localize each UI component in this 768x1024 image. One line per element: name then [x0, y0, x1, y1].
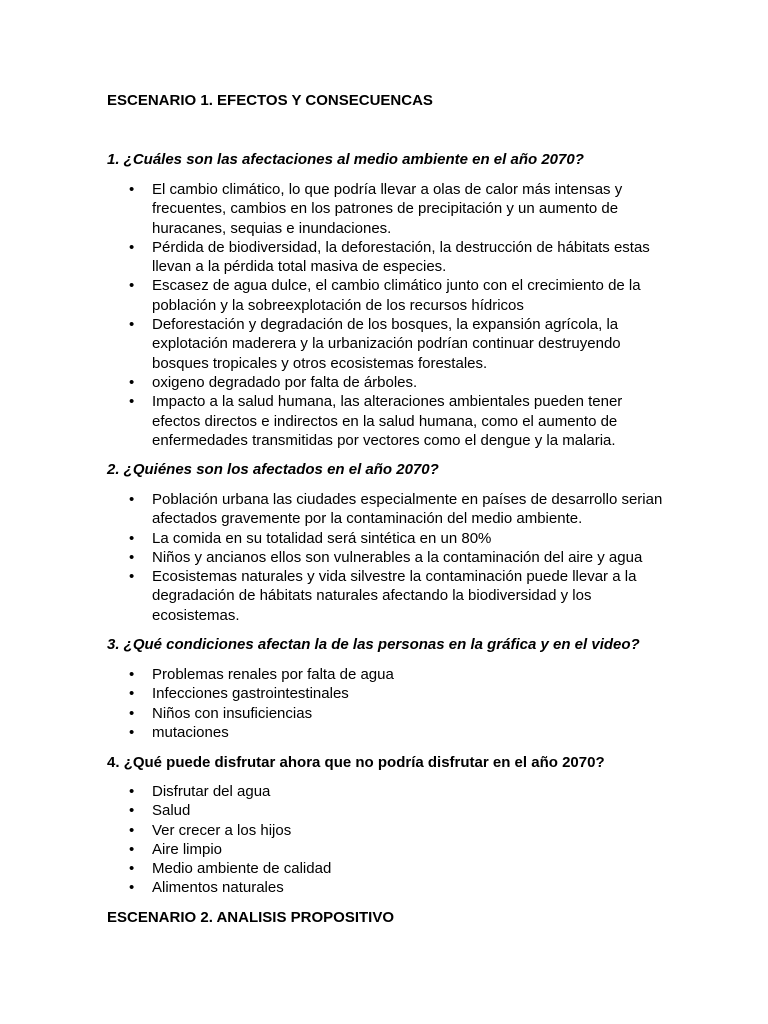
question-4-list — [107, 782, 667, 898]
bullet-icon: • — [129, 783, 135, 800]
bullet-icon: • — [129, 666, 135, 683]
bullet-icon: • — [129, 840, 135, 858]
bullet-icon: • — [129, 860, 135, 878]
question-2-list — [107, 490, 667, 625]
bullet-icon: • — [129, 277, 135, 295]
bullet-icon: • — [129, 723, 135, 741]
list-item: • Ecosistemas naturales y vida silvestre la contaminación puede llevar a la degradación de hábitats naturales afectando la biodiversidad y los ecosistemas. — [129, 568, 637, 624]
question-2-title: 2. ¿Quiénes son los afectados en el año 2070? — [107, 461, 439, 478]
bullet-icon: • — [129, 373, 135, 391]
list-item: • Niños y ancianos ellos son vulnerables a la contaminación del aire y agua — [129, 548, 643, 566]
bullet-icon: • — [129, 548, 135, 566]
list-item: • Impacto a la salud humana, las alteraciones ambientales pueden tener efectos directos e indirectos en la salud humana, como el aumento de enfermedades transmitidas por vectores como el dengue y la malaria. — [129, 393, 623, 449]
question-1-list — [107, 180, 667, 450]
question-4-title: 4. ¿Qué puede disfrutar ahora que no podría disfrutar en el año 2070? — [107, 754, 605, 771]
list-item: • Disfrutar del agua — [129, 783, 271, 800]
bullet-icon: • — [129, 802, 135, 820]
bullet-icon: • — [129, 491, 135, 508]
list-item: • Ver crecer a los hijos — [129, 821, 292, 839]
bullet-icon: • — [129, 393, 135, 411]
list-item: • La comida en su totalidad será sintética en un 80% — [129, 529, 492, 547]
list-item: • Deforestación y degradación de los bosques, la expansión agrícola, la explotación maderera y la urbanización podrían continuar destruyendo bosques tropicales y otros ecosistemas forestales. — [129, 316, 621, 372]
bullet-icon: • — [129, 685, 135, 703]
list-item: • oxigeno degradado por falta de árboles. — [129, 373, 418, 391]
scenario-2-heading: ESCENARIO 2. ANALISIS PROPOSITIVO — [107, 909, 394, 926]
list-item: • Escasez de agua dulce, el cambio climático junto con el crecimiento de la población y la sobreexplotación de los recursos hídricos — [129, 277, 641, 314]
list-item: • Pérdida de biodiversidad, la deforestación, la destrucción de hábitats estas llevan a la pérdida total masiva de especies. — [129, 238, 650, 276]
bullet-icon: • — [129, 879, 135, 897]
list-item: • Medio ambiente de calidad — [129, 860, 332, 878]
list-item: • El cambio climático, lo que podría llevar a olas de calor más intensas y frecuentes, cambios en los patrones de precipitación y un aumento de huracanes, sequias e inundaciones. — [129, 181, 623, 237]
list-item: • mutaciones — [129, 723, 229, 741]
bullet-icon: • — [129, 238, 135, 256]
list-item: • Niños con insuficiencias — [129, 704, 313, 722]
bullet-icon: • — [129, 316, 135, 334]
list-item: • Aire limpio — [129, 840, 223, 858]
question-3-title: 3. ¿Qué condiciones afectan la de las personas en la gráfica y en el video? — [107, 636, 640, 653]
bullet-icon: • — [129, 529, 135, 547]
question-3-list — [107, 665, 667, 742]
bullet-icon: • — [129, 568, 135, 586]
list-item: • Infecciones gastrointestinales — [129, 685, 349, 703]
bullet-icon: • — [129, 821, 135, 839]
scenario-1-heading: ESCENARIO 1. EFECTOS Y CONSECUENCAS — [107, 92, 433, 109]
bullet-icon: • — [129, 181, 135, 198]
list-item: • Problemas renales por falta de agua — [129, 666, 394, 683]
list-item: • Población urbana las ciudades especialmente en países de desarrollo serian afectados gravemente por la contaminación del medio ambiente. — [129, 491, 663, 528]
list-item: • Salud — [129, 802, 191, 820]
bullet-icon: • — [129, 704, 135, 722]
list-item: • Alimentos naturales — [129, 879, 284, 897]
question-1-title: 1. ¿Cuáles son las afectaciones al medio ambiente en el año 2070? — [107, 151, 584, 168]
